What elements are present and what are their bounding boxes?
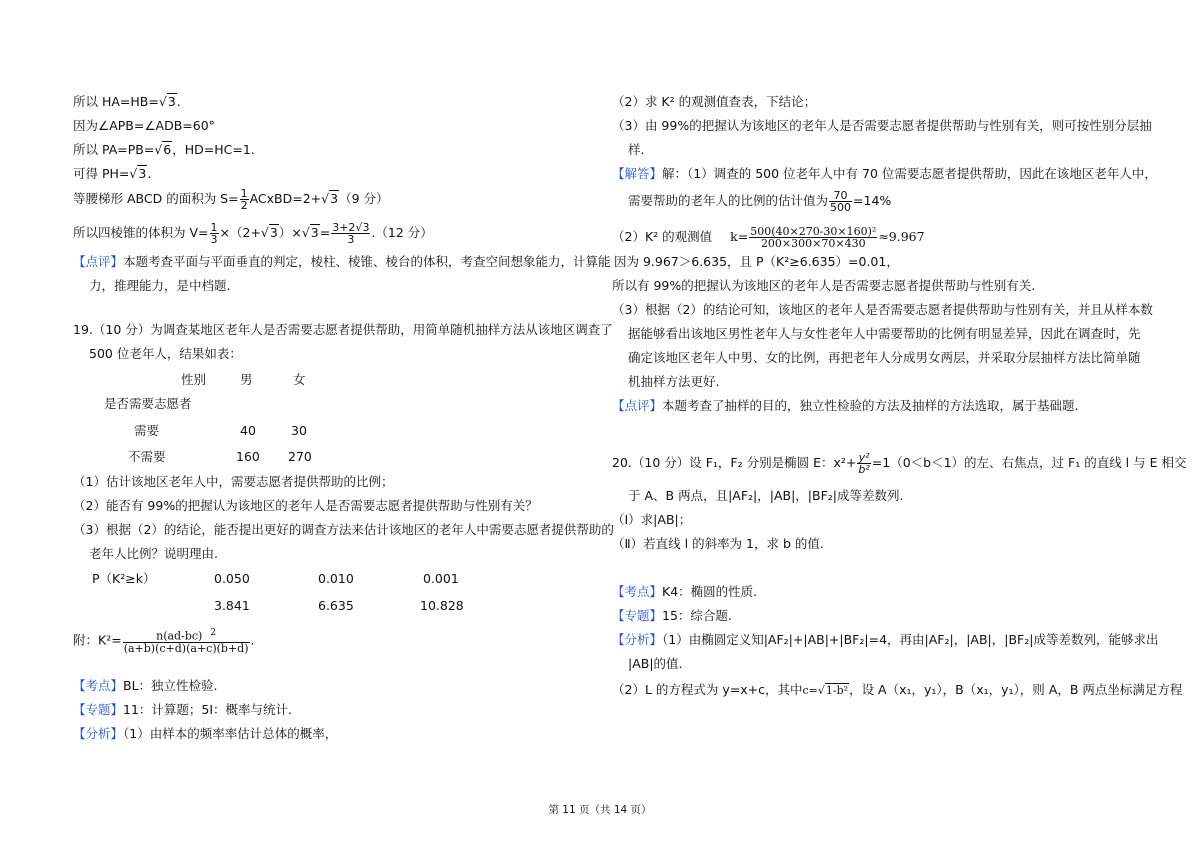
table-cell: 0.010 [318, 571, 354, 586]
line: 据能够看出该地区男性老年人与女性老年人中需要帮助的比例有明显差异，因此在调查时，先 [628, 326, 1141, 341]
question-19: 19.（10 分）为调查某地区老年人是否需要志愿者提供帮助，用简单随机抽样方法从该地区调查了 [73, 322, 613, 337]
knowledge-point: 【考点】K4：椭圆的性质. [612, 584, 758, 599]
table-cell: 3.841 [214, 598, 250, 613]
line: 于 A、B 两点，且|AF₂|，|AB|，|BF₂|成等差数列. [628, 488, 904, 503]
table-cell: 10.828 [420, 598, 464, 613]
table-cell: 270 [288, 449, 312, 464]
line: 因为 9.967＞6.635，且 P（K²≥6.635）=0.01， [614, 254, 899, 269]
table-cell: 40 [240, 423, 256, 438]
sub-question: （3）根据（2）的结论，能否提出更好的调查方法来估计该地区的老年人中需要志愿者提供帮助的 [73, 522, 614, 537]
line: 力，推理能力，是中档题. [89, 278, 231, 293]
page-footer: 第 11 页（共 14 页） [548, 804, 652, 816]
sqrt-symbol: √1-b² [817, 684, 849, 697]
area-formula: 等腰梯形 ABCD 的面积为 S= $\frac{1}{2}$ ACxBD=2+√3（9 分） [73, 187, 389, 212]
line: 机抽样方法更好. [628, 374, 720, 389]
table-header: 是否需要志愿者 [104, 396, 192, 411]
table-header: 男 [240, 372, 253, 387]
table-cell: P（K²≥k） [92, 571, 156, 586]
line: 确定该地区老年人中男、女的比例，再把老年人分成男女两层，并采取分层抽样方法比简单随 [628, 350, 1141, 365]
table-cell: 0.001 [423, 571, 459, 586]
fraction: $\frac{1}{2}$ [240, 187, 248, 212]
k-observed: （2）K² 的观测值 k= $\frac{\text{500(40×270-30×160)²}}{200\times 300\times 70\times 430}$ ≈9.967 [612, 225, 925, 250]
line: 样. [628, 142, 645, 157]
analysis: 【分析】（1）由样本的频率率估计总体的概率， [73, 726, 338, 741]
sub-question: （Ⅰ）求|AB|； [612, 512, 692, 527]
line: （3）根据（2）的结论可知，该地区的老年人是否需要志愿者提供帮助与性别有关，并且从样本数 [612, 302, 1153, 317]
line: 因为∠APB=∠ADB=60° [73, 118, 215, 133]
fraction: $\frac{\text{500(40×270-30×160)²}}{200\times 300\times 70\times 430}$ [750, 225, 877, 250]
k2-formula: 附：K²= $\frac{n(ad-bc) ^2}{(a+b)(c+d)(a+c)(b+d)}$ . [73, 628, 255, 655]
knowledge-point: 【考点】BL：独立性检验. [73, 678, 218, 693]
comment: 【点评】本题考查平面与平面垂直的判定，棱柱、棱锥、棱台的体积，考查空间想象能力，计算能 [73, 254, 611, 269]
solution: 【解答】解：（1）调查的 500 位老年人中有 70 位需要志愿者提供帮助，因此在该地区老年人中， [612, 166, 1157, 181]
sub-question: （2）能否有 99%的把握认为该地区的老年人是否需要志愿者提供帮助与性别有关？ [73, 498, 538, 513]
table-cell: 0.050 [214, 571, 250, 586]
analysis: 【分析】（1）由椭圆定义知|AF₂|+|AB|+|BF₂|=4，再由|AF₂|，|AB|，|BF₂|成等差数列，能够求出 [612, 632, 1159, 647]
table-cell: 不需要 [128, 449, 166, 464]
table-cell: 需要 [134, 423, 160, 438]
table-cell: 6.635 [318, 598, 354, 613]
line: 可得 PH=√3. [73, 166, 152, 181]
comment-tag: 【点评】 [73, 254, 124, 269]
topic: 【专题】11：计算题；5I：概率与统计. [73, 702, 293, 717]
fraction: $\frac{\text{y²}}{\text{b²}}$ [858, 451, 870, 476]
line: 需要帮助的老年人的比例的估计值为 $\frac{70}{500}$ =14% [628, 189, 892, 214]
line: （2）L 的方程式为 y=x+c，其中c=√1-b²，设 A（x₁，y₁），B（x₁，y₁），则 A，B 两点坐标满足方程 [612, 682, 1183, 697]
line: 所以 PA=PB=√6，HD=HC=1. [73, 142, 255, 157]
volume-formula: 所以四棱锥的体积为 V= $\frac{1}{3}$ ×（2+√3）×√3= $\frac{3+2√3}{3}$ .（12 分） [73, 221, 433, 246]
fraction: $\frac{1}{3}$ [210, 221, 218, 246]
sub-question: （Ⅱ）若直线 l 的斜率为 1，求 b 的值. [612, 536, 824, 551]
line: 老年人比例？说明理由. [89, 546, 218, 561]
fraction: $\frac{3+2√3}{3}$ [332, 221, 370, 246]
table-cell: 160 [236, 449, 260, 464]
line: 所以有 99%的把握认为该地区的老年人是否需要志愿者提供帮助与性别有关. [612, 278, 1036, 293]
line: |AB|的值. [628, 656, 683, 671]
sqrt-symbol: √6 [154, 142, 172, 157]
line: （2）求 K² 的观测值查表，下结论； [612, 94, 817, 109]
comment: 【点评】本题考查了抽样的目的，独立性检验的方法及抽样的方法选取，属于基础题. [612, 398, 1079, 413]
sub-question: （1）估计该地区老年人中，需要志愿者提供帮助的比例； [73, 474, 394, 489]
question-20: 20.（10 分）设 F₁，F₂ 分别是椭圆 E：x²+ $\frac{\text{y²}}{\text{b²}}$ =1（0＜b＜1）的左、右焦点，过 F₁ 的直线 l 与 E 相交 [612, 451, 1187, 476]
line: （3）由 99%的把握认为该地区的老年人是否需要志愿者提供帮助与性别有关，则可按性别分层抽 [612, 118, 1152, 133]
table-header: 女 [293, 372, 306, 387]
fraction: $\frac{70}{500}$ [830, 189, 852, 214]
topic: 【专题】15：综合题. [612, 608, 732, 623]
line: 500 位老年人，结果如表： [89, 346, 242, 361]
table-header: 性别 [181, 372, 207, 387]
fraction: $\frac{n(ad-bc) ^2}{(a+b)(c+d)(a+c)(b+d)}$ [123, 628, 249, 655]
table-cell: 30 [291, 423, 307, 438]
sqrt-symbol: √3 [158, 94, 176, 109]
line: 所以 HA=HB=√3. [73, 94, 181, 109]
